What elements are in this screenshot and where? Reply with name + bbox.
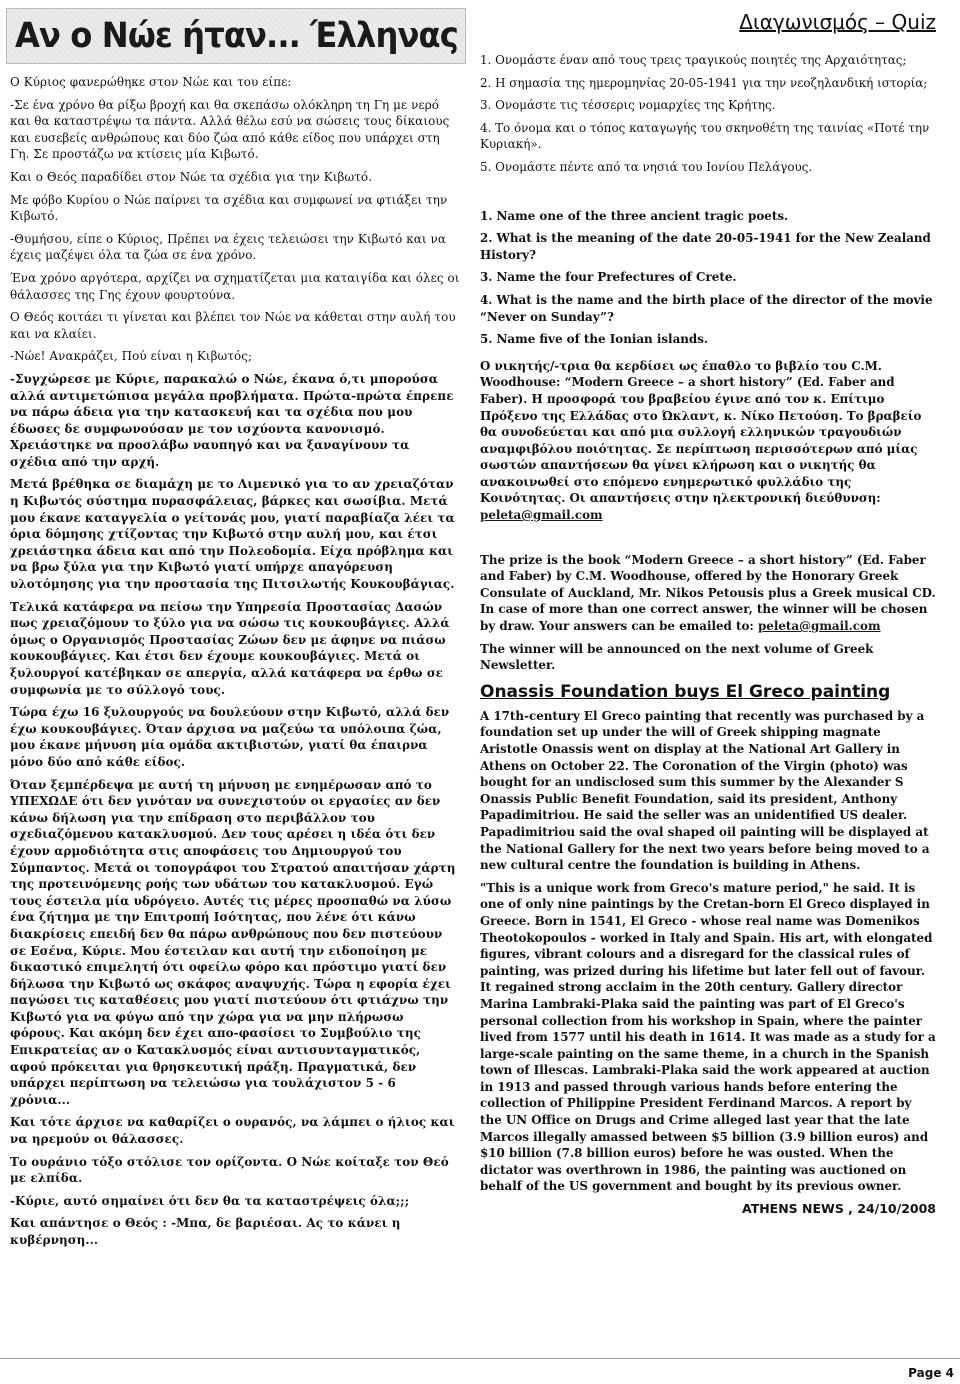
story-paragraph: Με φόβο Κυρίου ο Νώε παίρνει τα σχέδια και συμφωνεί να φτιάξει την Κιβωτό. xyxy=(10,192,448,224)
article-body xyxy=(480,708,936,1195)
story-paragraph: -Σε ένα χρόνο θα ρίξω βροχή και θα σκεπάσω ολόκληρη τη Γη με νερό και θα καταστρέψω τα πάντα. Αλλά θέλω εσύ να σώσεις τους δίκαιους και ευσεβείς ανθρώπους και δύο ζώα από κάθε είδος που υπάρχει στη Γη. Σε προστάζω να κτίσεις μία Κιβωτό. xyxy=(10,97,450,162)
english-prize-body: The prize is the book “Modern Greece – a short history” (Ed. Faber and Faber) by C.M. Woodhouse, offered by the Honorary Greek Consulate of Auckland, Mr. Nikos Petousis plus a Greek musical CD. In case of more than one correct answer, the winner will be chosen by draw. Your answers can be emailed to: xyxy=(480,552,936,634)
greek-question-list xyxy=(480,52,936,176)
banner-title: Αν ο Νώε ήταν... Έλληνας xyxy=(15,16,458,56)
greek-question: 3. Ονομάστε τις τέσσερις νομαρχίες της Κρήτης. xyxy=(480,98,776,113)
story-paragraph: -Κύριε, αυτό σημαίνει ότι δεν θα τα καταστρέψεις όλα;;; xyxy=(10,1193,410,1208)
story-paragraph: -Συγχώρεσε με Κύριε, παρακαλώ ο Νώε, έκανα ό,τι μπορούσα αλλά αντιμετώπισα μεγάλα προβλήματα. Πρώτα-πρώτα έπρεπε να πάρω άδεια για την κατασκευή και τα σχέδια που μου έδωσες δε συμφωνούσαν με τον ισχύοντα κανονισμό. Χρειάστηκε να προσλάβω ναυπηγό και να ξαναγίνουν τα σχέδια από την αρχή. xyxy=(10,371,454,469)
english-question: 2. What is the meaning of the date 20-05-1941 for the New Zealand History? xyxy=(480,231,931,262)
story-paragraph: -Θυμήσου, είπε ο Κύριος, Πρέπει να έχεις τελειώσει την Κιβωτό και να έχεις μαζέψει όλα τα ζώα σε ένα χρόνο. xyxy=(10,231,446,263)
greek-email-link[interactable]: peleta@gmail.com xyxy=(480,508,603,523)
greek-prize-body: Ο νικητής/-τρια θα κερδίσει ως έπαθλο το βιβλίο του C.M. Woodhouse: “Modern Greece – a short history” (Ed. Faber and Faber). Η προσφορά του βραβείου έγινε από τον κ. Επίτιμο Πρόξενο της Ελλάδας στο Ώκλαντ, κ. Νίκο Πετούση. Το βραβείο θα συνοδεύεται και από μια συλλογή ελληνικών τραγουδιών αναμφιβόλου ποιότητας. Σε περίπτωση περισσότερων από μίας σωστών απαντήσεων θα γίνει κλήρωση και ο νικητής θα ανακοινωθεί στο επόμενο ενημερωτικό φυλλάδιο της Κοινότητας. Οι απαντήσεις στην ηλεκτρονική διεύθυνση: xyxy=(480,358,922,506)
winner-note: The winner will be announced on the next volume of Greek Newsletter. xyxy=(480,641,874,673)
quiz-title: Διαγωνισμός – Quiz xyxy=(739,10,936,34)
story-paragraph: Όταν ξεμπέρδεψα με αυτή τη μήνυση με ενημέρωσαν από το ΥΠΕΧΩΔΕ ότι δεν γινόταν να συνεχιστούν οι εργασίες αν δεν κάνω δήλωση για την επίδραση στο περιβάλλον του σχεδιαζόμενου κατακλυσμού. Δεν τους αρέσει η ιδέα ότι δεν έχουν αρμοδιότητα στις αποφάσεις του Δημιουργού του Σύμπαντος. Μετά οι τοπογράφοι του Στρατού απαιτήσαν χάρτη της προτεινόμενης ροής των υδάτων του κατακλυσμού. Εγώ τους έστειλα μία υδρόγειο. Αυτές τις μέρες προσπαθώ να λύσω ένα ζήτημα με την Επιτροπή Ισότητας, που λένε ότι κάνω διακρίσεις επειδή δεν θα πάρω ανθρώπους που δεν πιστεύουν σε Εσένα, Κύριε. Μου έστειλαν και αυτή την ειδοποίηση με δικαστικό επιμελητή ότι οφείλω φόρο και πρόστιμο γιατί δεν δήλωσα την Κιβωτό ως σκάφος αναψυχής. Τώρα η εφορία έχει παγώσει τις καταθέσεις μου γιατί πιστεύουν ότι φτιάχνω την Κιβωτό για να φύγω από την χώρα για να μην πλήρωσω φόρους. Και ακόμη δεν έχει απο-φασίσει το Συμβούλιο της Επικρατείας αν ο Κατακλυσμός είναι αντισυνταγματικός, αφού πρόκειται για θρησκευτική πράξη. Πραγματικά, δεν υπάρχει περίπτωση να τελειώσω για τουλάχιστον 5 - 6 χρόνια... xyxy=(10,777,456,1107)
story-paragraph: Ο Θεός κοιτάει τι γίνεται και βλέπει τον Νώε να κάθεται στην αυλή του και να κλαίει. xyxy=(10,310,456,341)
story-paragraph: Και ο Θεός παραδίδει στον Νώε τα σχέδια για την Κιβωτό. xyxy=(10,169,373,184)
english-question: 3. Name the four Prefectures of Crete. xyxy=(480,270,737,285)
left-column xyxy=(6,8,466,1255)
greek-question: 2. Η σημασία της ημερομηνίας 20-05-1941 για την νεοζηλανδική ιστορία; xyxy=(480,75,928,90)
english-email-link[interactable]: peleta@gmail.com xyxy=(757,619,881,634)
story-paragraph: Τώρα έχω 16 ξυλουργούς να δουλεύουν στην Κιβωτό, αλλά δεν έχω κουκουβάγιες. Όταν άρχισα να μαζεύω τα υπόλοιπα ζώα, μου έκανε μήνυση μία ομάδα ακτιβιστών, γιατί θα έπαιρνα μόνο δύο από κάθε είδος. xyxy=(10,705,450,769)
story-banner xyxy=(6,8,466,64)
english-question: 4. What is the name and the birth place of the director of the movie “Never on Sunday”? xyxy=(480,292,933,324)
article-source: ATHENS NEWS , 24/10/2008 xyxy=(741,1201,936,1217)
greek-question: 5. Ονομάστε πέντε από τα νησιά του Ιονίου Πελάγους. xyxy=(480,159,813,174)
story-paragraph: Τελικά κατάφερα να πείσω την Υπηρεσία Προστασίας Δασών πως χρειαζόμουν το ξύλο για να σώσω τις κουκουβάγιες. Αλλά όμως ο Οργανισμός Προστασίας Ζώων δεν με άφηνε να πιάσω κουκουβάγιες. Και έτσι δεν έχουμε κουκουβάγιες. Μετά οι ξυλουργοί κατέβηκαν σε απεργία, αλλά κατάφερα να έρθω σε συμφωνία με το σύλλογό τους. xyxy=(10,599,450,697)
article-paragraph: A 17th-century El Greco painting that recently was purchased by a foundation set up under the will of Greek shipping magnate Aristotle Onassis went on display at the National Art Gallery in Athens on October 22. The Coronation of the Virgin (photo) was bought for an undisclosed sum this summer by the Alexander S Onassis Public Benefit Foundation, said its president, Anthony Papadimitriou. He said the seller was an unidentified US dealer. Papadimitriou said the oval shaped oil painting will be displayed at the National Gallery for the next two years before being moved to a new cultural centre the foundation is building in Athens. xyxy=(480,708,930,873)
english-question: 1. Name one of the three ancient tragic poets. xyxy=(480,208,789,223)
greek-prize-text xyxy=(480,358,936,524)
story-paragraph: Το ουράνιο τόξο στόλισε τον ορίζοντα. Ο Νώε κοίταξε τον Θεό με ελπίδα. xyxy=(10,1154,449,1186)
story-paragraph: Μετά βρέθηκα σε διαμάχη με το Λιμενικό για το αν χρειαζόταν η Κιβωτός σύστημα πυρασφάλειας, βάρκες και σωσίβια. Μετά μου έκανε καταγγελία ο γείτονάς μου, γιατί παραβίαζα λέει τα όρια δόμησης χτίζοντας την Κιβωτό στην αυλή μου, και έτσι χρειάστηκα άδεια και από την Πολεοδομία. Είχα πρόβλημα και να βρω ξύλα για την Κιβωτό γιατί υπήρχε απαγόρευση υλοτόμησης για την προστασία της Πιτσιλωτής Κουκουβάγιας. xyxy=(10,477,455,592)
page-number: Page 4 xyxy=(908,1366,954,1380)
story-paragraph: -Νώε! Ανακράζει, Πού είναι η Κιβωτός; xyxy=(10,349,253,364)
article-paragraph: "This is a unique work from Greco's mature period," he said. It is one of only nine paintings by the Cretan-born El Greco displayed in Greece. Born in 1541, El Greco - whose real name was Domenikos Theotokopoulos - worked in Italy and Spain. His art, with elongated figures, vibrant colours and a disregard for the classical rules of painting, was prized during his lifetime but later fell out of favour. It regained strong acclaim in the 20th century. Gallery director Marina Lambraki-Plaka said the painting was part of El Greco's personal collection from his workshop in Spain, where the painter lived from 1577 until his death in 1614. It was made as a study for a large-scale painting on the same theme, in a church in the Spanish town of Illescas. Lambraki-Plaka said the work appeared at auction in 1913 and passed through various hands before entering the collection of Philippine President Ferdinand Marcos. A report by the UN Office on Drugs and Crime alleged last year that the late Marcos illegally amassed between $5 billion (3.9 billion euros) and $10 billion (7.8 billion euros) before he was ousted. When the dictator was overthrown in 1986, the painting was auctioned on behalf of the US government and bought by its previous owner. xyxy=(480,880,936,1194)
story-paragraph: Ο Κύριος φανερώθηκε στον Νώε και του είπε: xyxy=(10,75,292,89)
greek-question: 1. Ονομάστε έναν από τους τρεις τραγικούς ποιητές της Αρχαιότητας; xyxy=(480,53,907,67)
greek-question: 4. Το όνομα και ο τόπος καταγωγής του σκηνοθέτη της ταινίας «Ποτέ την Κυριακή». xyxy=(480,120,930,152)
story-paragraph: Και τότε άρχισε να καθαρίζει ο ουρανός, να λάμπει ο ήλιος και να ηρεμούν οι θάλασσες. xyxy=(10,1115,455,1147)
article-title: Onassis Foundation buys El Greco painting xyxy=(480,681,891,702)
story-paragraph: Και απάντησε ο Θεός : -Μπα, δε βαριέσαι. Ας το κάνει η κυβέρνηση... xyxy=(10,1216,401,1247)
right-column xyxy=(480,8,936,1216)
english-prize-text xyxy=(480,552,936,635)
story-paragraph: Ένα χρόνο αργότερα, αρχίζει να σχηματίζεται μια καταιγίδα και όλες οι θάλασσες της Γης έχουν φουρτούνα. xyxy=(10,270,460,302)
footer-rule xyxy=(0,1358,960,1359)
noah-story xyxy=(6,74,466,1249)
english-question-list xyxy=(480,208,936,348)
english-question: 5. Name five of the Ionian islands. xyxy=(480,332,709,347)
